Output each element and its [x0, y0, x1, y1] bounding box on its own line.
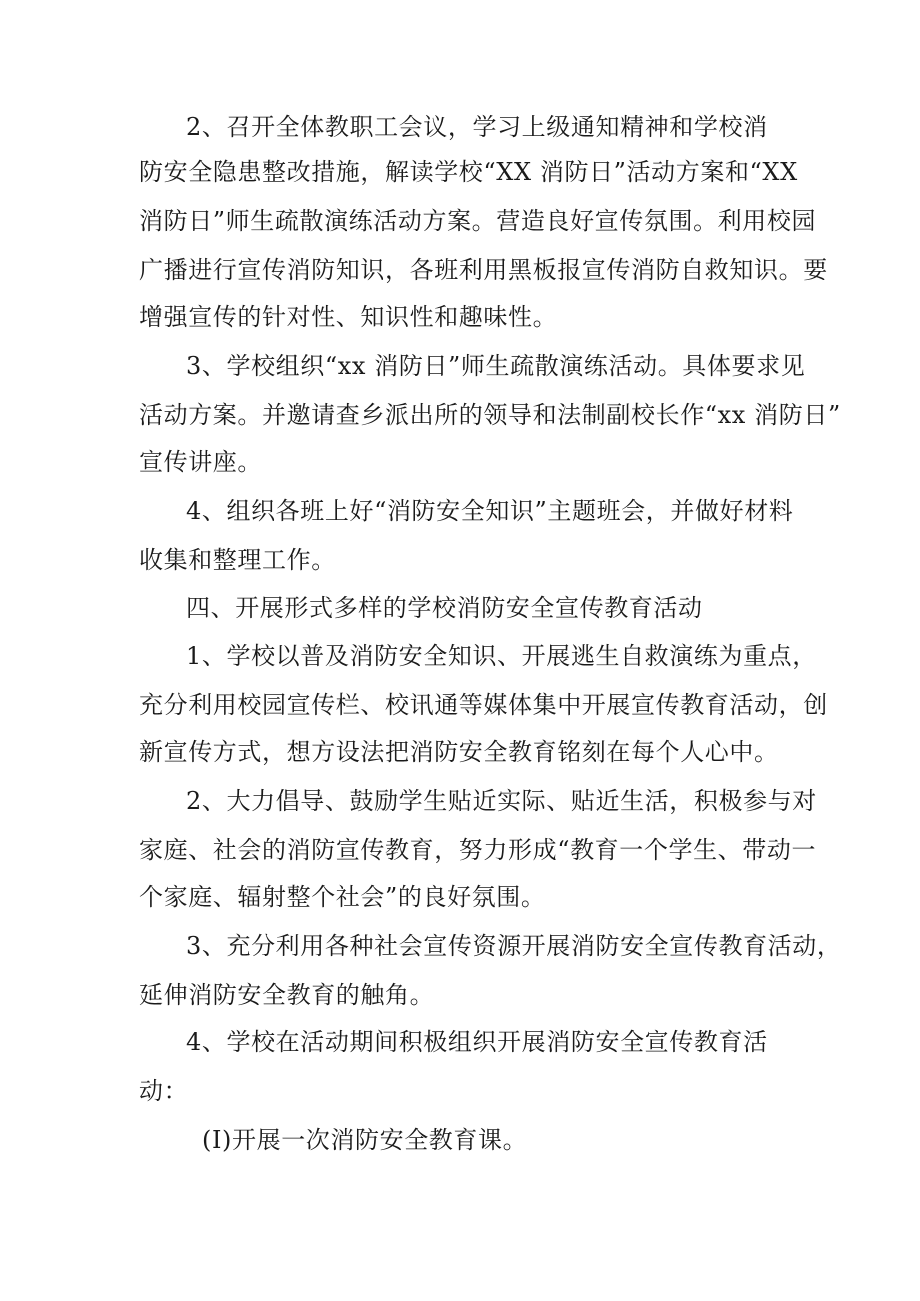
- text-line: 充分利用校园宣传栏、校讯通等媒体集中开展宣传教育活动，创: [139, 691, 828, 719]
- text-line: 广播进行宣传消防知识，各班利用黑板报宣传消防自救知识。要: [139, 256, 828, 284]
- text-line: 增强宣传的针对性、知识性和趣味性。: [139, 303, 558, 331]
- text-line: 家庭、社会的消防宣传教育，努力形成“教育一个学生、带动一: [139, 836, 817, 864]
- text-line: 3、充分利用各种社会宣传资源开展消防安全宣传教育活动，: [186, 932, 842, 960]
- text-line: 2、大力倡导、鼓励学生贴近实际、贴近生活，积极参与对: [186, 787, 817, 815]
- text-line: 4、组织各班上好“消防安全知识”主题班会，并做好材料: [186, 497, 794, 525]
- text-line: 收集和整理工作。: [139, 546, 336, 574]
- text-line: 消防日”师生疏散演练活动方案。营造良好宣传氛围。利用校园: [139, 207, 817, 235]
- text-line: 宣传讲座。: [139, 448, 262, 476]
- text-line: 新宣传方式，想方设法把消防安全教育铭刻在每个人心中。: [139, 738, 779, 766]
- text-line: 动：: [139, 1077, 189, 1105]
- text-line: 延伸消防安全教育的触角。: [139, 981, 435, 1009]
- text-line: 防安全隐患整改措施，解读学校“XX 消防日”活动方案和“XX: [139, 158, 798, 186]
- text-line: 2、召开全体教职工会议，学习上级通知精神和学校消: [186, 113, 768, 141]
- list-item: (I)开展一次消防安全教育课。: [202, 1126, 528, 1154]
- text-line: 1、学校以普及消防安全知识、开展逃生自救演练为重点，: [186, 642, 817, 670]
- text-line: 4、学校在活动期间积极组织开展消防安全宣传教育活: [186, 1028, 768, 1056]
- text-line: 3、学校组织“xx 消防日”师生疏散演练活动。具体要求见: [186, 352, 806, 380]
- text-line: 活动方案。并邀请查乡派出所的领导和法制副校长作“xx 消防日”: [139, 401, 841, 429]
- section-heading: 四、开展形式多样的学校消防安全宣传教育活动: [186, 594, 703, 622]
- text-line: 个家庭、辐射整个社会”的良好氛围。: [139, 883, 546, 911]
